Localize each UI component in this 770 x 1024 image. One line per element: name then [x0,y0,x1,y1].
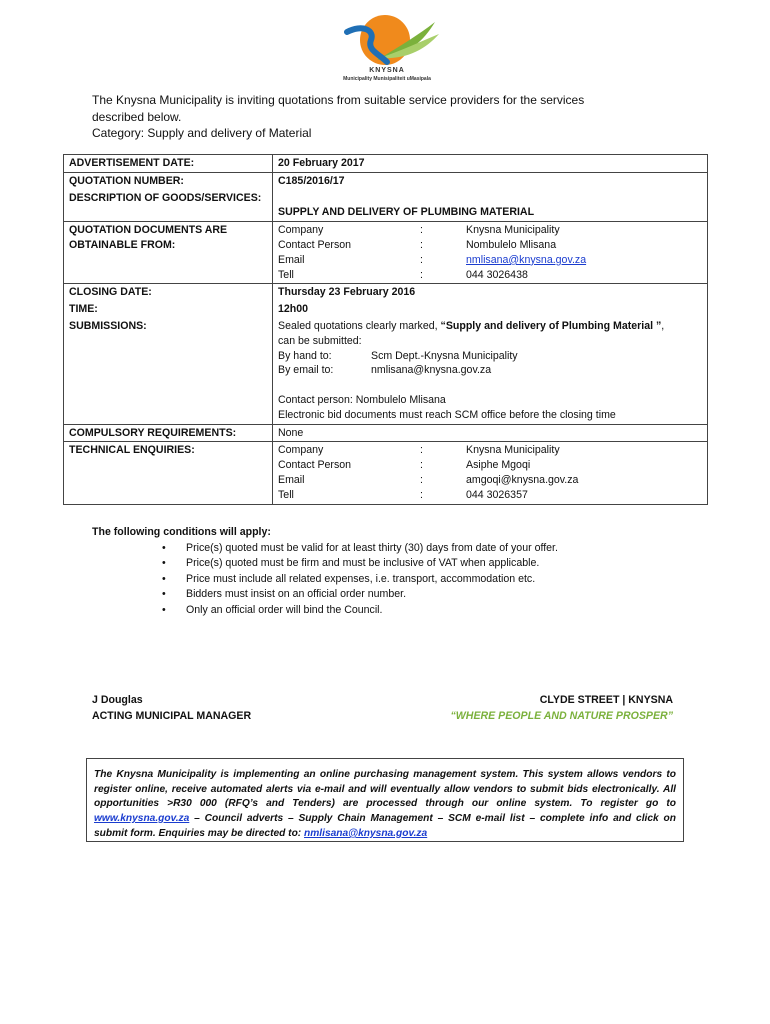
intro-category: Category: Supply and delivery of Material [92,126,312,140]
tech-value: amgoqi@knysna.gov.za [466,473,579,486]
submissions-marked: “Supply and delivery of Plumbing Material ” [440,319,662,332]
website-link[interactable]: www.knysna.gov.za [94,813,190,825]
closing-date: Thursday 23 February 2016 [273,284,708,301]
closing-time: 12h00 [273,301,708,318]
condition-item: • Price must include all related expenses, i.e. transport, accommodation etc. [186,572,558,588]
tech-key: Contact Person [278,459,352,472]
technical-label: TECHNICAL ENQUIRIES: [64,442,273,504]
signature-block [92,692,251,724]
quotation-number-label: QUOTATION NUMBER: [64,172,273,189]
doc-key: Company [278,224,324,237]
contact-person-line: Contact person: Nombulelo Mlisana [278,393,446,406]
address-block [451,692,674,724]
notice-text: – Council adverts – Supply Chain Management – SCM e-mail list – complete info and click on submit form. Enquiries may be directed to: [94,813,676,839]
conditions-heading: The following conditions will apply: [92,526,271,538]
by-hand-label: By hand to: [278,349,332,362]
quotation-number: C185/2016/17 [273,172,708,189]
compulsory-value: None [273,424,708,442]
time-label: TIME: [64,301,273,318]
submissions-prefix: Sealed quotations clearly marked, [278,319,441,332]
electronic-line: Electronic bid documents must reach SCM office before the closing time [278,408,616,421]
compulsory-label: COMPULSORY REQUIREMENTS: [64,424,273,442]
logo-tagline: Municipality Munisipaliteit uMasipala [343,76,431,82]
tech-key: Company [278,444,324,457]
tech-key: Email [278,473,305,486]
description-label: DESCRIPTION OF GOODS/SERVICES: [64,190,273,222]
description-value: SUPPLY AND DELIVERY OF PLUMBING MATERIAL [278,206,535,219]
doc-sep: : [420,253,423,266]
tech-value: Knysna Municipality [466,444,560,457]
doc-sep: : [420,268,423,281]
tech-sep: : [420,488,423,501]
tech-sep: : [420,459,423,472]
documents-label: QUOTATION DOCUMENTS ARE OBTAINABLE FROM: [64,222,273,284]
condition-item: • Only an official order will bind the Council. [186,603,558,619]
doc-key: Contact Person [278,238,352,251]
intro-line: The Knysna Municipality is inviting quotations from suitable service providers for the services [92,93,585,107]
doc-sep: : [420,238,423,251]
doc-value: Knysna Municipality [466,224,560,237]
submissions-value [273,318,708,424]
signatory-name: J Douglas [92,694,143,706]
tech-sep: : [420,473,423,486]
doc-value: 044 3026438 [466,268,528,281]
documents-contact [273,222,708,284]
notice-text: The Knysna Municipality is implementing an online purchasing management system. This system allows vendors to register online, receive automated alerts via e-mail and will eventually allow vendors to submit bids electronically. All opportunities >R30 000 (RFQ’s and Tenders) are processed through our online system. To register go to [94,769,676,810]
submissions-line2: can be submitted: [278,334,362,347]
enquiries-email-link[interactable]: nmlisana@knysna.gov.za [304,827,428,839]
online-system-notice [86,758,684,842]
logo-name: KNYSNA [369,67,405,74]
closing-date-label: CLOSING DATE: [64,284,273,301]
motto: “WHERE PEOPLE AND NATURE PROSPER” [450,710,673,722]
condition-item: • Bidders must insist on an official order number. [186,587,558,603]
condition-item: • Price(s) quoted must be firm and must be inclusive of VAT when applicable. [186,556,558,572]
address: CLYDE STREET | KNYSNA [539,694,673,706]
advertisement-date-label: ADVERTISEMENT DATE: [64,155,273,173]
by-hand-value: Scm Dept.-Knysna Municipality [371,349,518,362]
tech-value: Asiphe Mgoqi [466,459,531,472]
doc-sep: : [420,224,423,237]
intro-line: described below. [92,109,182,124]
quotation-details-table [63,154,708,505]
conditions [92,525,558,618]
doc-email-link[interactable]: nmlisana@knysna.gov.za [466,253,587,266]
technical-contact [273,442,708,504]
condition-item: • Price(s) quoted must be valid for at least thirty (30) days from date of your offer. [186,541,558,557]
tech-value: 044 3026357 [466,488,528,501]
by-email-value: nmlisana@knysna.gov.za [371,364,492,377]
advertisement-date: 20 February 2017 [273,155,708,173]
submissions-label: SUBMISSIONS: [64,318,273,424]
conditions-list [92,541,558,619]
by-email-label: By email to: [278,364,334,377]
doc-key: Tell [278,268,294,281]
signatory-title: ACTING MUNICIPAL MANAGER [92,710,252,722]
doc-key: Email [278,253,305,266]
tech-key: Tell [278,488,294,501]
tech-sep: : [420,444,423,457]
intro [92,92,672,142]
doc-value: Nombulelo Mlisana [466,238,557,251]
submissions-suffix: , [661,319,665,332]
